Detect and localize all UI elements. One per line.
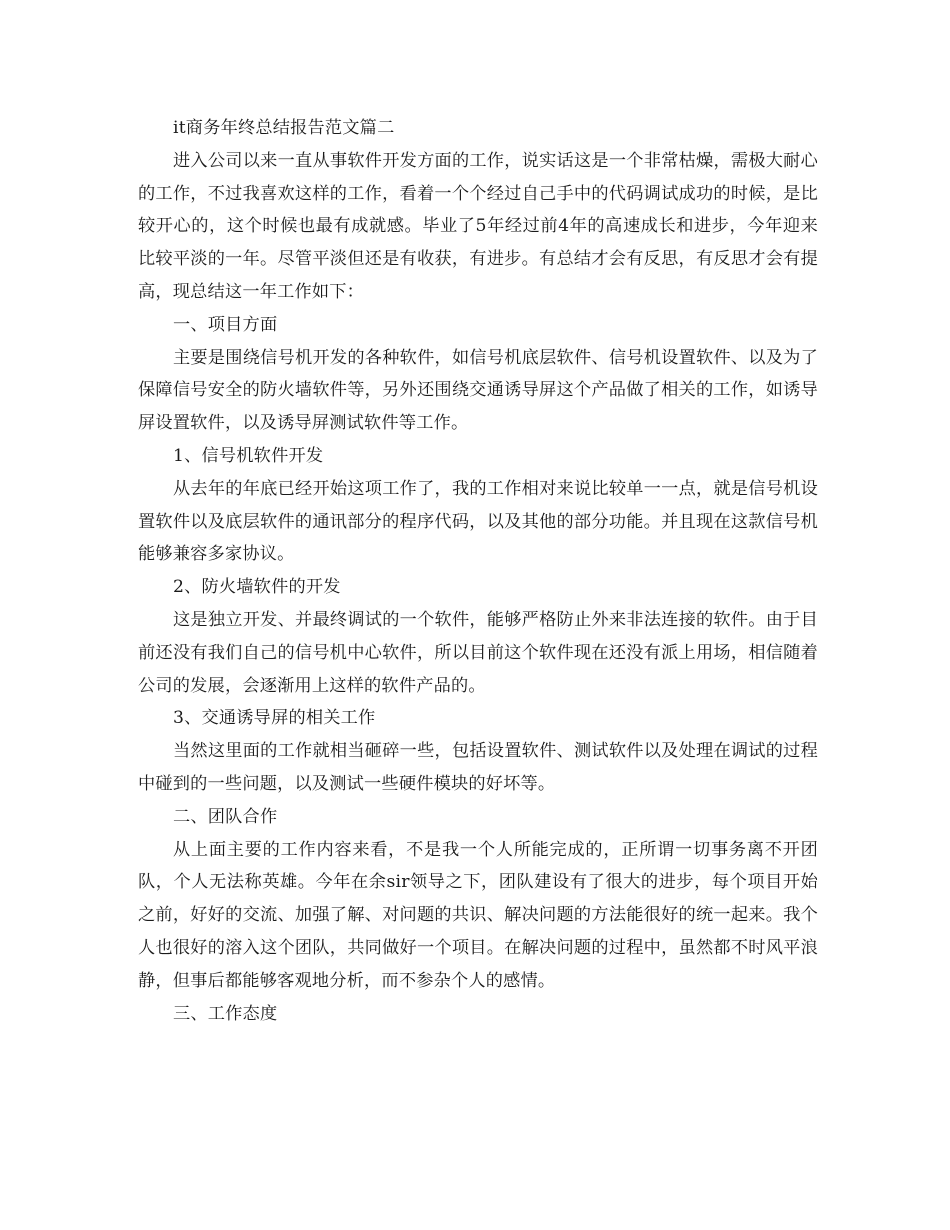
paragraph-projects: 主要是围绕信号机开发的各种软件，如信号机底层软件、信号机设置软件、以及为了保障信号安全的防火墙软件等，另外还围绕交通诱导屏这个产品做了相关的工作，如诱导屏设置软件，以及诱导屏测试软件等工作。 [138, 347, 818, 434]
paragraph-guidance-screen: 当然这里面的工作就相当砸碎一些，包括设置软件、测试软件以及处理在调试的过程中碰到的一些问题，以及测试一些硬件模块的好坏等。 [138, 741, 818, 794]
paragraph-signal-software: 从去年的年底已经开始这项工作了，我的工作相对来说比较单一一点，就是信号机设置软件以及底层软件的通讯部分的程序代码，以及其他的部分功能。并且现在这款信号机能够兼容多家协议。 [138, 478, 818, 565]
section-heading-projects: 一、项目方面 [173, 314, 278, 335]
document-title: it商务年终总结报告范文篇二 [173, 118, 395, 138]
subheading-guidance-screen: 3、交通诱导屏的相关工作 [173, 708, 376, 729]
subheading-firewall: 2、防火墙软件的开发 [173, 577, 341, 598]
paragraph-intro: 进入公司以来一直从事软件开发方面的工作，说实话这是一个非常枯燥，需极大耐心的工作，不过我喜欢这样的工作，看着一个个经过自己手中的代码调试成功的时候，是比较开心的，这个时候也最有成就感。毕业了5年经过前4年的高速成长和进步，今年迎来比较平淡的一年。尽管平淡但还是有收获，有进步。有总结才会有反思，有反思才会有提高，现总结这一年工作如下： [138, 150, 818, 302]
paragraph-teamwork: 从上面主要的工作内容来看，不是我一个人所能完成的，正所谓一切事务离不开团队，个人无法称英雄。今年在余sir领导之下，团队建设有了很大的进步，每个项目开始之前，好好的交流、加强了解、对问题的共识、解决问题的方法能很好的统一起来。我个人也很好的溶入这个团队，共同做好一个项目。在解决问题的过程中，虽然都不时风平浪静，但事后都能够客观地分析，而不参杂个人的感情。 [138, 839, 818, 991]
paragraph-firewall: 这是独立开发、并最终调试的一个软件，能够严格防止外来非法连接的软件。由于目前还没有我们自己的信号机中心软件，所以目前这个软件现在还没有派上用场，相信随着公司的发展，会逐渐用上这样的软件产品的。 [138, 609, 818, 696]
section-heading-attitude: 三、工作态度 [173, 1003, 278, 1024]
subheading-signal-software: 1、信号机软件开发 [173, 445, 324, 466]
section-heading-teamwork: 二、团队合作 [173, 806, 278, 827]
document-body [138, 112, 818, 1030]
